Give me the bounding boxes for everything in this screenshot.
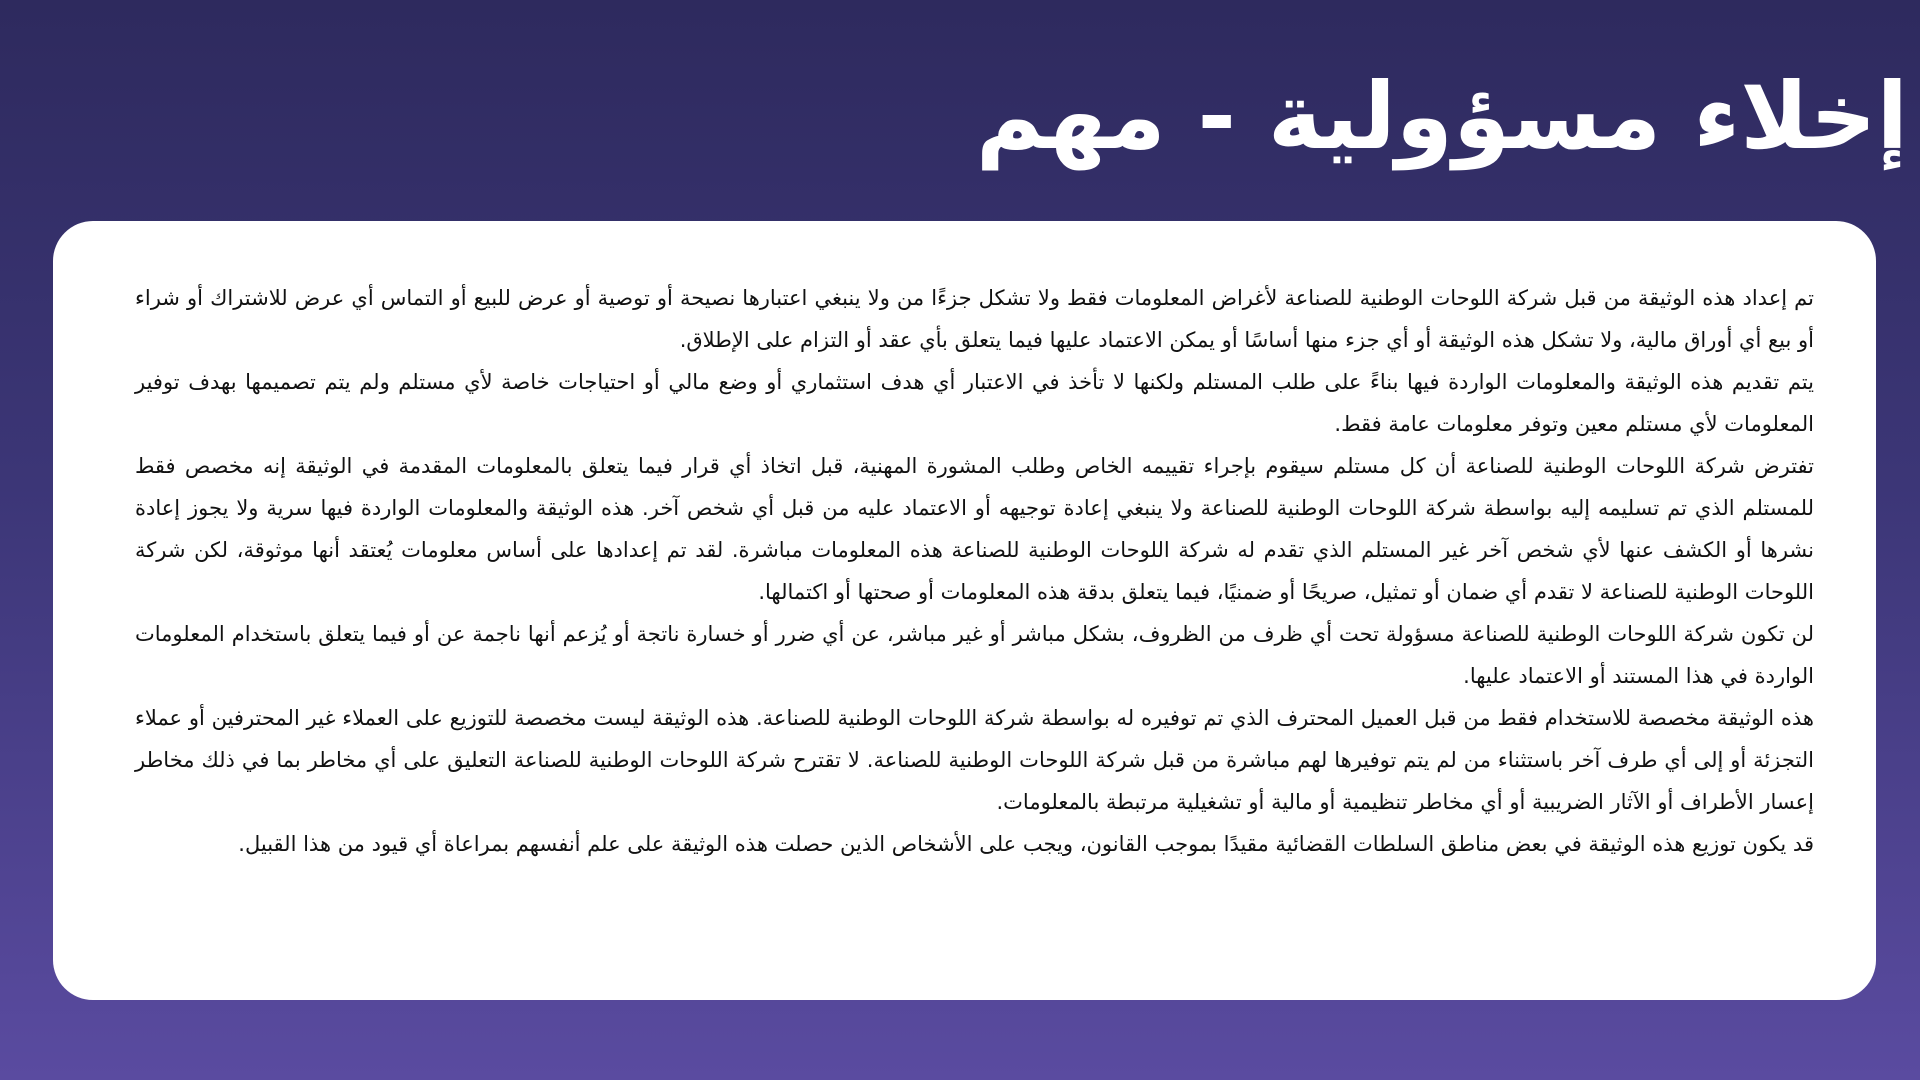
page-title: إخلاء مسؤولية - مهم	[975, 63, 1908, 170]
disclaimer-body	[135, 277, 1814, 865]
disclaimer-paragraph: قد يكون توزيع هذه الوثيقة في بعض مناطق السلطات القضائية مقيدًا بموجب القانون، ويجب على الأشخاص الذين حصلت هذه الوثيقة على علم أنفسهم بمراعاة أي قيود من هذا القبيل.	[238, 832, 1814, 856]
disclaimer-card	[53, 221, 1876, 1000]
disclaimer-paragraph: يتم تقديم هذه الوثيقة والمعلومات الواردة فيها بناءً على طلب المستلم ولكنها لا تأخذ في الاعتبار أي هدف استثماري أو وضع مالي أو احتياجات خاصة لأي مستلم ولم يتم تصميمها بهدف توفير المعلومات لأي مستلم معين وتوفر معلومات عامة فقط.	[135, 370, 1814, 436]
disclaimer-paragraph: هذه الوثيقة مخصصة للاستخدام فقط من قبل العميل المحترف الذي تم توفيره له بواسطة شركة اللوحات الوطنية للصناعة. هذه الوثيقة ليست مخصصة للتوزيع على العملاء غير المحترفين أو عملاء التجزئة أو إلى أي طرف آخر باستثناء من لم يتم توفيرها لهم مباشرة من قبل شركة اللوحات الوطنية للصناعة. لا تقترح شركة اللوحات الوطنية للصناعة التعليق على أي مخاطر بما في ذلك مخاطر إعسار الأطراف أو الآثار الضريبية أو أي مخاطر تنظيمية أو مالية أو تشغيلية مرتبطة بالمعلومات.	[135, 706, 1814, 814]
disclaimer-paragraph: تفترض شركة اللوحات الوطنية للصناعة أن كل مستلم سيقوم بإجراء تقييمه الخاص وطلب المشورة المهنية، قبل اتخاذ أي قرار فيما يتعلق بالمعلومات المقدمة في الوثيقة إنه مخصص فقط للمستلم الذي تم تسليمه إليه بواسطة شركة اللوحات الوطنية للصناعة ولا ينبغي إعادة توجيهه أو الاعتماد عليه من قبل أي شخص آخر. هذه الوثيقة والمعلومات الواردة فيها سرية ولا يجوز إعادة نشرها أو الكشف عنها لأي شخص آخر غير المستلم الذي تقدم له شركة اللوحات الوطنية للصناعة هذه المعلومات مباشرة. لقد تم إعدادها على أساس معلومات يُعتقد أنها موثوقة، لكن شركة اللوحات الوطنية للصناعة لا تقدم أي ضمان أو تمثيل، صريحًا أو ضمنيًا، فيما يتعلق بدقة هذه المعلومات أو صحتها أو اكتمالها.	[135, 454, 1814, 604]
disclaimer-paragraph: تم إعداد هذه الوثيقة من قبل شركة اللوحات الوطنية للصناعة لأغراض المعلومات فقط ولا تشكل جزءًا من ولا ينبغي اعتبارها نصيحة أو توصية أو عرض للبيع أو التماس أي عرض للاشتراك أو شراء أو بيع أي أوراق مالية، ولا تشكل هذه الوثيقة أو أي جزء منها أساسًا أو يمكن الاعتماد عليها فيما يتعلق بأي عقد أو التزام على الإطلاق.	[135, 286, 1814, 352]
disclaimer-paragraph: لن تكون شركة اللوحات الوطنية للصناعة مسؤولة تحت أي ظرف من الظروف، بشكل مباشر أو غير مباشر، عن أي ضرر أو خسارة ناتجة أو يُزعم أنها ناجمة عن أو فيما يتعلق باستخدام المعلومات الواردة في هذا المستند أو الاعتماد عليها.	[135, 622, 1814, 688]
